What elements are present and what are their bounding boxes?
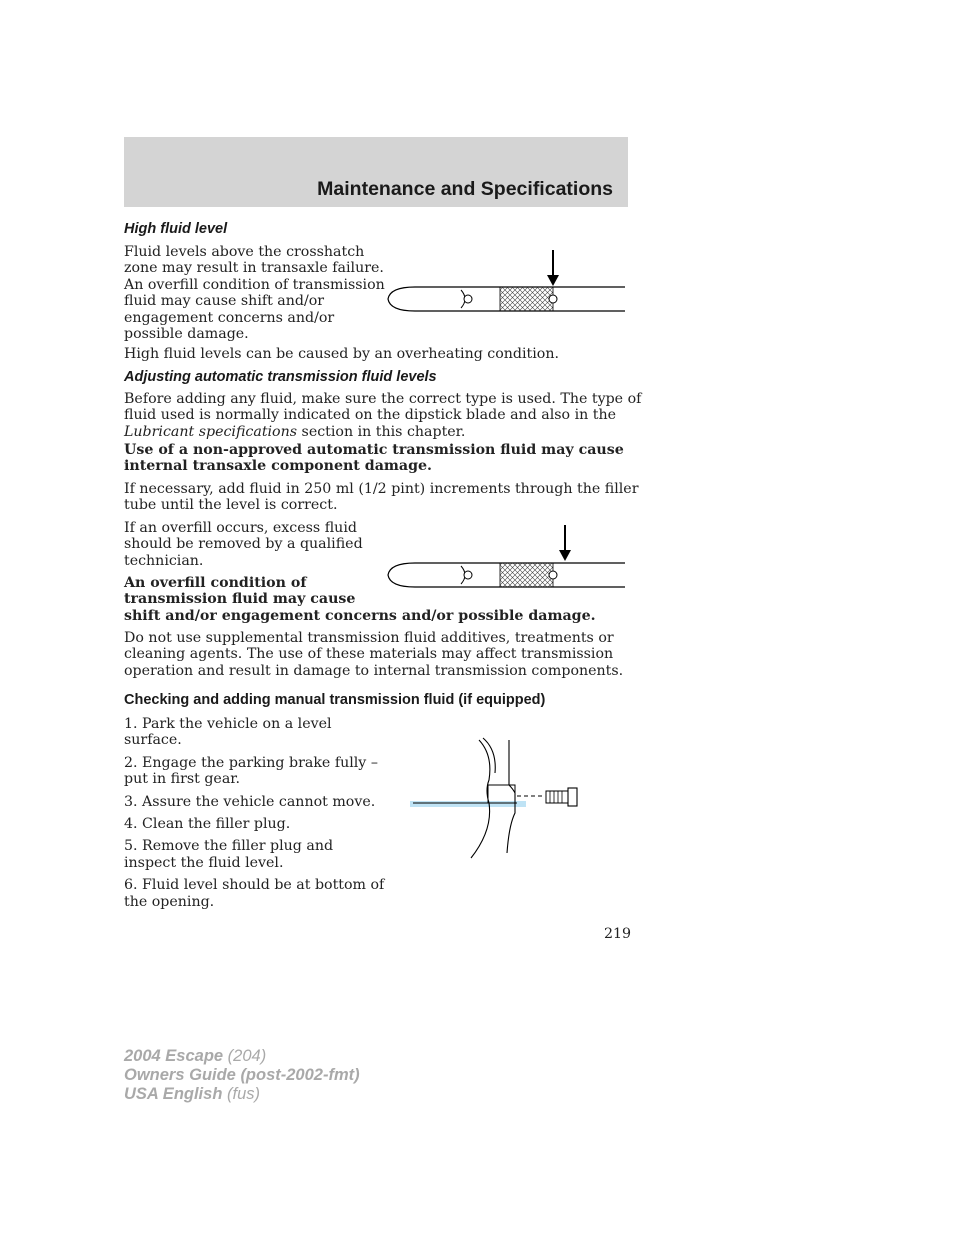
text-line: Use of a non-approved automatic transmission fluid may cause [124, 442, 624, 458]
dipstick-high-illustration [385, 245, 630, 320]
text-line: Fluid levels above the crosshatch [124, 244, 365, 260]
list-item: 3. Assure the vehicle cannot move. [124, 793, 376, 810]
text-line: Do not use supplemental transmission fluid additives, treatments or [124, 630, 614, 646]
fluid-warning [124, 442, 624, 475]
text-line: Before adding any fluid, make sure the correct type is used. The type of [124, 391, 642, 407]
text-line: possible damage. [124, 326, 249, 343]
additives-paragraph [124, 630, 623, 679]
page-number: 219 [604, 926, 632, 942]
overfill-paragraph [124, 520, 363, 569]
footer-line: USA English (fus) [124, 1085, 260, 1103]
list-item: 5. Remove the filler plug and inspect the fluid level. [124, 838, 334, 871]
footer-line: Owners Guide (post-2002-fmt) [124, 1066, 360, 1084]
text-line: An overfill condition of transmission [124, 276, 385, 293]
list-item: 4. Clean the filler plug. [124, 816, 291, 833]
text-line: shift and/or engagement concerns and/or possible damage. [124, 607, 596, 624]
overfill-warning [124, 575, 596, 624]
filler-plug-icon [546, 791, 568, 803]
high-fluid-text [124, 244, 385, 342]
text-line: fluid used is normally indicated on the dipstick blade and also in the [124, 407, 617, 424]
section-title: Maintenance and Specifications [317, 178, 613, 200]
text-line: cleaning agents. The use of these materials may affect transmission [124, 646, 614, 663]
list-item: 1. Park the vehicle on a level surface. [124, 716, 332, 749]
text-line: If an overfill occurs, excess fluid [124, 520, 357, 536]
adjusting-paragraph [124, 391, 641, 440]
manual-transmission-heading: Checking and adding manual transmission fluid (if equipped) [124, 692, 546, 708]
text-line: An overfill condition of [124, 575, 307, 591]
text-line: zone may result in transaxle failure. [124, 260, 384, 277]
text-line: engagement concerns and/or [124, 309, 335, 326]
add-fluid-paragraph [124, 481, 638, 514]
text-line: Lubricant specifications section in this chapter. [124, 423, 466, 440]
text-line: tube until the level is correct. [124, 497, 338, 514]
text-line: transmission fluid may cause [124, 591, 356, 608]
list-item: 2. Engage the parking brake fully – put in first gear. [124, 754, 378, 788]
document-footer [124, 1047, 360, 1104]
filler-plug-illustration [405, 735, 590, 865]
text-line: technician. [124, 552, 204, 569]
list-item: 6. Fluid level should be at bottom of the opening. [124, 877, 385, 910]
lubricant-specs-reference: Lubricant specifications [124, 423, 298, 440]
footer-line: 2004 Escape (204) [124, 1047, 267, 1065]
text-line: operation and result in damage to internal transmission components. [124, 662, 624, 679]
high-fluid-note: High fluid levels can be caused by an overheating condition. [124, 346, 559, 362]
section-header-band [124, 137, 628, 207]
manual-steps-list [124, 716, 384, 910]
adjusting-heading: Adjusting automatic transmission fluid levels [124, 369, 437, 385]
text-line: If necessary, add fluid in 250 ml (1/2 pint) increments through the filler [124, 481, 639, 497]
text-line: should be removed by a qualified [124, 536, 363, 553]
text-line: fluid may cause shift and/or [124, 293, 325, 310]
high-fluid-heading: High fluid level [124, 221, 228, 237]
text-line: internal transaxle component damage. [124, 458, 432, 475]
